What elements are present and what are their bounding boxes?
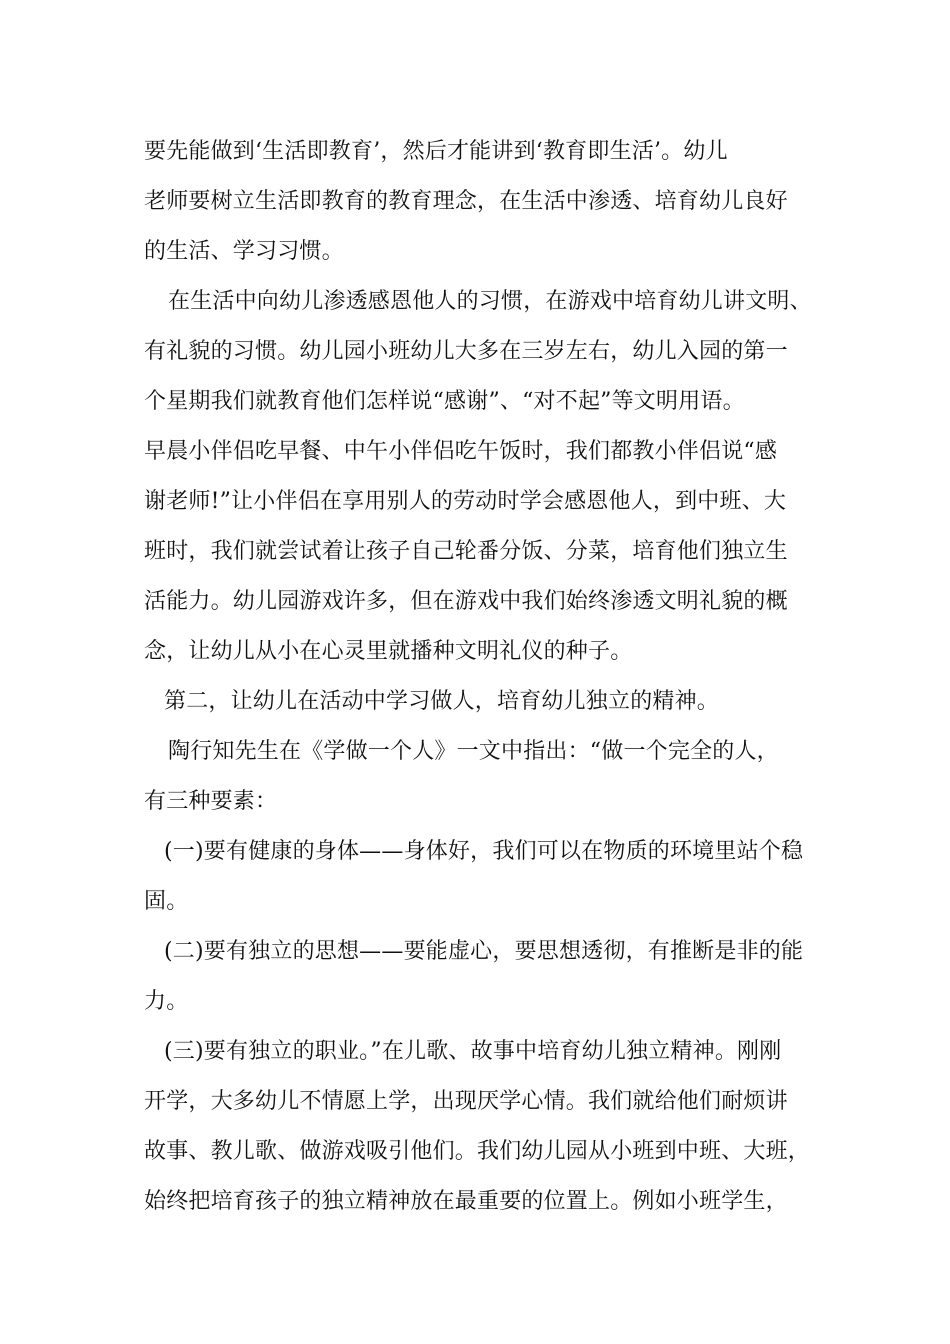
- text-line: 有礼貌的习惯。幼儿园小班幼儿大多在三岁左右，幼儿入园的第一: [144, 339, 788, 364]
- text-line: 个星期我们就教育他们怎样说“感谢”、“对不起”等文明用语。: [144, 389, 745, 414]
- text-line: (三)要有独立的职业。”在儿歌、故事中培育幼儿独立精神。刚刚: [164, 1039, 782, 1064]
- text-line: 念，让幼儿从小在心灵里就播种文明礼仪的种子。: [144, 639, 633, 664]
- text-line: 开学，大多幼儿不情愿上学，出现厌学心情。我们就给他们耐烦讲: [144, 1089, 788, 1114]
- text-line: 老师要树立生活即教育的教育理念，在生活中渗透、培育幼儿良好: [144, 189, 788, 214]
- text-line: 陶行知先生在《学做一个人》一文中指出：“做一个完全的人，: [168, 739, 779, 764]
- text-line: 谢老师!”让小伴侣在享用别人的劳动时学会感恩他人，到中班、大: [144, 489, 787, 514]
- text-line: 固。: [144, 889, 189, 914]
- text-line: 活能力。幼儿园游戏许多，但在游戏中我们始终渗透文明礼貌的概: [144, 589, 788, 614]
- text-line: 始终把培育孩子的独立精神放在最重要的位置上。例如小班学生，: [144, 1189, 788, 1214]
- text-line: 力。: [144, 989, 189, 1014]
- text-line: 要先能做到‘生活即教育’，然后才能讲到‘教育即生活’。幼儿: [144, 139, 728, 164]
- text-line: 第二，让幼儿在活动中学习做人，培育幼儿独立的精神。: [164, 689, 720, 714]
- text-line: (一)要有健康的身体——身体好，我们可以在物质的环境里站个稳: [164, 839, 804, 864]
- text-line: 班时，我们就尝试着让孩子自己轮番分饭、分菜，培育他们独立生: [144, 539, 788, 564]
- text-line: 在生活中向幼儿渗透感恩他人的习惯，在游戏中培育幼儿讲文明、: [168, 289, 812, 314]
- text-line: 的生活、学习习惯。: [144, 239, 344, 264]
- text-line: 早晨小伴侣吃早餐、中午小伴侣吃午饭时，我们都教小伴侣说“感: [144, 439, 778, 464]
- text-line: 有三种要素：: [144, 789, 278, 814]
- text-line: (二)要有独立的思想——要能虚心，要思想透彻，有推断是非的能: [164, 939, 804, 964]
- text-line: 故事、教儿歌、做游戏吸引他们。我们幼儿园从小班到中班、大班，: [144, 1139, 811, 1164]
